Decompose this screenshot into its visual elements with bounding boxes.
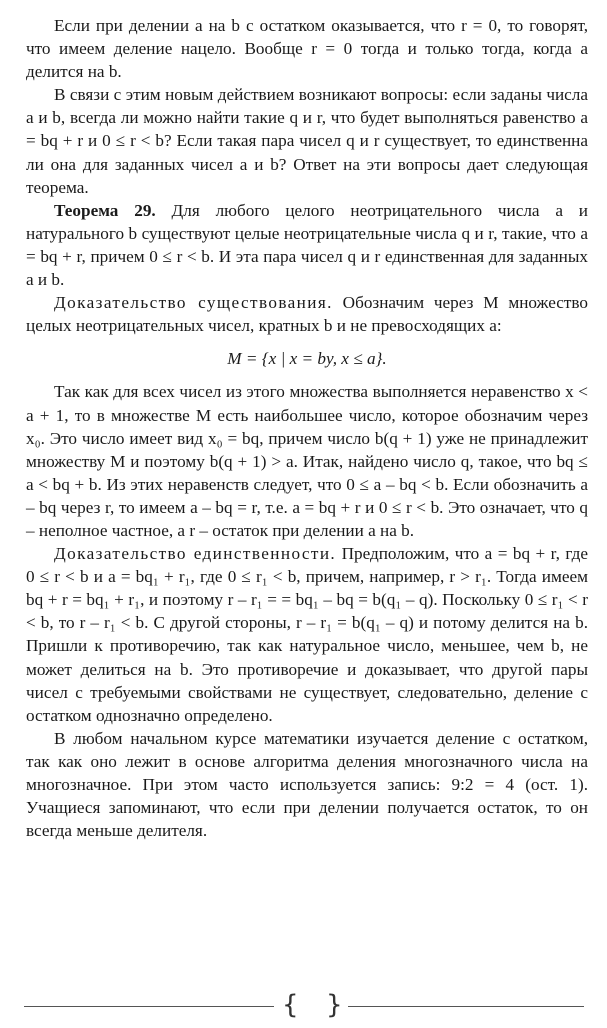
theorem-text: Для любого целого неотрицательного числа a и натурального b существуют целые неотрицательные числа q и r, такие, что a = bq + r, причем 0 ≤ r < b. И эта пара чисел q и r единственная для заданных a и b. xyxy=(26,200,589,290)
paragraph-uniqueness xyxy=(26,542,588,727)
uniqueness-text: Предположим, что a = bq + r, где 0 ≤ r < b и a = bq₁ + r₁, где 0 ≤ r₁ < b, причем, например, r > r₁. Тогда имеем bq + r = bq₁ + r₁, и поэтому r – r₁ = = bq₁ – bq = b(q₁ – q). Поскольку 0 ≤ r₁ < r < b, то r – r₁ < b. С другой стороны, r – r₁ = b(q₁ – q) и потому делится на b. Пришли к противоречию, так как натуральное число, меньшее, чем b, не может делиться на b. Это противоречие и доказывает, что другой пары чисел с требуемыми свойствами не существует, следовательно, деление с остатком однозначно определено. xyxy=(26,544,588,725)
paragraph-existence xyxy=(26,291,588,337)
existence-label: Доказательство существования. xyxy=(54,293,333,313)
footer-rule-left xyxy=(24,1006,274,1007)
existence-text: Обозначим через M множество целых неотрицательных чисел, кратных b и не превосходящих a: xyxy=(26,293,588,336)
page-text xyxy=(26,14,588,842)
paragraph-existence-proof: Так как для всех чисел из этого множества выполняется неравенство x < a + 1, то в множестве M есть наибольшее число, которое обозначим через x₀. Это число имеет вид x₀ = bq, причем число b(q + 1) уже не принадлежит множеству M и поэтому b(q + 1) > a. Итак, найдено число q, такое, что bq ≤ a < bq + b. Из этих неравенств следует, что 0 ≤ a – bq < b. Если обозначить a – bq через r, то имеем a – bq = r, т.е. a = bq + r и 0 ≤ r < b. Это означает, что q – неполное частное, а r – остаток при делении a на b. xyxy=(26,382,588,540)
uniqueness-label: Доказательство единственности. xyxy=(54,544,337,564)
page-footer xyxy=(0,990,607,1020)
footer-right-brace: } xyxy=(326,990,343,1020)
paragraph-conclusion: В любом начальном курсе математики изучается деление с остатком, так как оно лежит в основе алгоритма деления многозначного числа на многозначное. При этом часто используется запись: 9:2 = 4 (ост. 1). Учащиеся запоминают, что если при делении получается остаток, то он всегда меньше делителя. xyxy=(26,728,588,841)
paragraph-questions: В связи с этим новым действием возникают вопросы: если заданы числа a и b, всегда ли можно найти такие q и r, что будет выполняться равенство a = bq + r и 0 ≤ r < b? Если такая пара чисел q и r существует, то единственна ли она для заданных чисел a и b? Ответ на эти вопросы дает следующая теорема. xyxy=(26,85,588,197)
paragraph-intro: Если при делении a на b с остатком оказывается, что r = 0, то говорят, что имеем деление нацело. Вообще r = 0 тогда и только тогда, когда a делится на b. xyxy=(26,16,588,82)
set-equation: M = {x | x = by, x ≤ a}. xyxy=(227,349,387,369)
theorem-label: Теорема 29. xyxy=(54,200,156,220)
footer-left-brace: { xyxy=(282,990,299,1020)
footer-rule-right xyxy=(348,1006,584,1007)
paragraph-theorem xyxy=(26,199,588,291)
